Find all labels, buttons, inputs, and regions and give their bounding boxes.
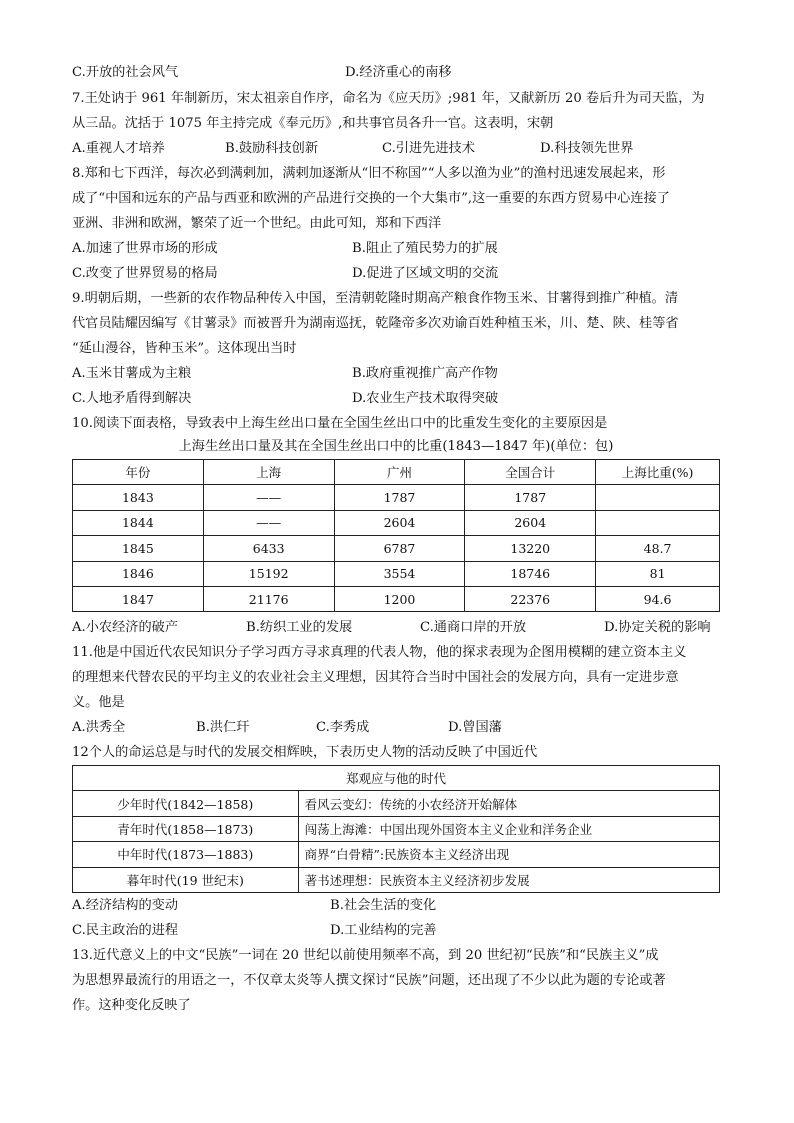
cell-period: 暮年时代(19 世纪末) — [73, 867, 299, 892]
table-title: 郑观应与他的时代 — [73, 766, 720, 791]
zheng-guanying-table — [72, 765, 720, 893]
silk-table-caption: 上海生丝出口量及其在全国生丝出口中的比重(1843—1847 年)(单位：包) — [178, 439, 614, 454]
q13-stem-line1: 13.近代意义上的中文“民族”一词在 20 世纪以前使用频率不高，到 20 世纪初“民族”和“民族主义”成 — [72, 948, 659, 963]
table-row — [73, 536, 720, 561]
q12-option-a: A.经济结构的变动 — [72, 898, 179, 913]
cell-guangzhou: 3554 — [334, 561, 465, 586]
q6-option-d: D.经济重心的南移 — [345, 65, 452, 80]
table-row — [73, 510, 720, 535]
table-row — [73, 791, 720, 816]
cell-period: 中年时代(1873—1883) — [73, 842, 299, 867]
q10-stem: 10.阅读下面表格，导致表中上海生丝出口量在全国生丝出口中的比重发生变化的主要原因是 — [72, 416, 608, 431]
q8-stem-line3: 亚洲、非洲和欧洲，繁荣了近一个世纪。由此可知，郑和下西洋 — [72, 216, 442, 231]
cell-period: 青年时代(1858—1873) — [73, 816, 299, 841]
q7-stem-line2: 从三品。沈括于 1075 年主持完成《奉元历》,和共事官员各升一官。这表明，宋朝 — [72, 116, 554, 131]
cell-event: 商界“白骨精”:民族资本主义经济出现 — [298, 842, 719, 867]
table-row — [73, 842, 720, 867]
q8-option-a: A.加速了世界市场的形成 — [72, 241, 218, 256]
table-row — [73, 816, 720, 841]
header-shanghai-share: 上海比重(%) — [596, 460, 720, 485]
q8-stem-line2: 成了“中国和远东的产品与西亚和欧洲的产品进行交换的一个大集市”,这一重要的东西方贸易中心连接了 — [72, 191, 670, 206]
q6-option-c: C.开放的社会风气 — [72, 65, 179, 80]
cell-total: 22376 — [465, 586, 596, 611]
header-guangzhou: 广州 — [334, 460, 465, 485]
q9-option-a: A.玉米甘薯成为主粮 — [72, 366, 192, 381]
q7-option-a: A.重视人才培养 — [72, 141, 165, 156]
cell-shanghai: 15192 — [203, 561, 334, 586]
cell-event: 看风云变幻：传统的小农经济开始解体 — [298, 791, 719, 816]
cell-year: 1843 — [73, 485, 204, 510]
cell-share — [596, 510, 720, 535]
q9-stem-line1: 9.明朝后期，一些新的农作物品种传入中国，至清朝乾隆时期高产粮食作物玉米、甘薯得到推广种植。清 — [72, 291, 679, 306]
table-row — [73, 867, 720, 892]
q11-stem-line2: 的理想来代替农民的平均主义的农业社会主义理想，因其符合当时中国社会的发展方向，具有一定进步意 — [72, 670, 679, 685]
cell-total: 1787 — [465, 485, 596, 510]
cell-total: 13220 — [465, 536, 596, 561]
cell-total: 2604 — [465, 510, 596, 535]
cell-shanghai: —— — [203, 485, 334, 510]
cell-share: 94.6 — [596, 586, 720, 611]
q9-option-c: C.人地矛盾得到解决 — [72, 391, 192, 406]
cell-year: 1846 — [73, 561, 204, 586]
cell-shanghai: 21176 — [203, 586, 334, 611]
cell-guangzhou: 6787 — [334, 536, 465, 561]
cell-year: 1845 — [73, 536, 204, 561]
q7-stem-line1: 7.王处讷于 961 年制新历，宋太祖亲自作序，命名为《应天历》;981 年，又献新历 20 卷后升为司天监，为 — [72, 91, 705, 106]
silk-export-table — [72, 459, 720, 612]
q12-stem: 12个人的命运总是与时代的发展交相辉映，下表历史人物的活动反映了中国近代 — [72, 745, 538, 760]
table-row — [73, 485, 720, 510]
q9-option-b: B.政府重视推广高产作物 — [352, 366, 498, 381]
cell-guangzhou: 2604 — [334, 510, 465, 535]
cell-year: 1847 — [73, 586, 204, 611]
q8-stem-line1: 8.郑和七下西洋，每次必到满剌加，满剌加逐渐从“旧不称国”“人多以渔为业”的渔村迅速发展起来，形 — [72, 166, 666, 181]
table-row — [73, 586, 720, 611]
cell-guangzhou: 1787 — [334, 485, 465, 510]
q9-stem-line2: 代官员陆耀因编写《甘薯录》而被晋升为湖南巡抚，乾隆帝多次劝谕百姓种植玉米，川、楚、陕、桂等省 — [72, 316, 679, 331]
q13-stem-line2: 为思想界最流行的用语之一，不仅章太炎等人撰文探讨“民族”问题，还出现了不少以此为题的专论或著 — [72, 973, 666, 988]
q10-option-d: D.协定关税的影响 — [604, 620, 711, 635]
q12-option-c: C.民主政治的进程 — [72, 923, 179, 938]
header-national-total: 全国合计 — [465, 460, 596, 485]
q11-option-d: D.曾国藩 — [448, 720, 502, 735]
q8-option-c: C.改变了世界贸易的格局 — [72, 266, 218, 281]
q8-option-d: D.促进了区域文明的交流 — [352, 266, 499, 281]
q7-option-b: B.鼓励科技创新 — [225, 141, 319, 156]
cell-total: 18746 — [465, 561, 596, 586]
q12-option-b: B.社会生活的变化 — [330, 898, 437, 913]
cell-share: 81 — [596, 561, 720, 586]
q13-stem-line3: 作。这种变化反映了 — [72, 998, 191, 1013]
table-row — [73, 561, 720, 586]
q9-stem-line3: “延山漫谷，皆种玉米”。这体现出当时 — [72, 341, 297, 356]
cell-share — [596, 485, 720, 510]
cell-shanghai: —— — [203, 510, 334, 535]
q11-stem-line3: 义。他是 — [72, 695, 125, 710]
q9-option-d: D.农业生产技术取得突破 — [352, 391, 499, 406]
q10-option-c: C.通商口岸的开放 — [420, 620, 527, 635]
header-shanghai: 上海 — [203, 460, 334, 485]
q10-option-b: B.纺织工业的发展 — [246, 620, 353, 635]
cell-period: 少年时代(1842—1858) — [73, 791, 299, 816]
cell-event: 闯荡上海滩：中国出现外国资本主义企业和洋务企业 — [298, 816, 719, 841]
q7-option-c: C.引进先进技术 — [382, 141, 475, 156]
q7-option-d: D.科技领先世界 — [540, 141, 634, 156]
q11-stem-line1: 11.他是中国近代农民知识分子学习西方寻求真理的代表人物，他的探求表现为企图用模糊的建立资本主义 — [72, 645, 687, 660]
table-title-row — [73, 766, 720, 791]
cell-share: 48.7 — [596, 536, 720, 561]
cell-guangzhou: 1200 — [334, 586, 465, 611]
cell-shanghai: 6433 — [203, 536, 334, 561]
cell-year: 1844 — [73, 510, 204, 535]
q10-option-a: A.小农经济的破产 — [72, 620, 179, 635]
q11-option-b: B.洪仁玕 — [196, 720, 250, 735]
q8-option-b: B.阻止了殖民势力的扩展 — [352, 241, 498, 256]
cell-event: 著书述理想：民族资本主义经济初步发展 — [298, 867, 719, 892]
q11-option-a: A.洪秀全 — [72, 720, 126, 735]
header-year: 年份 — [73, 460, 204, 485]
q12-option-d: D.工业结构的完善 — [330, 923, 437, 938]
table-header-row — [73, 460, 720, 485]
q11-option-c: C.李秀成 — [316, 720, 370, 735]
